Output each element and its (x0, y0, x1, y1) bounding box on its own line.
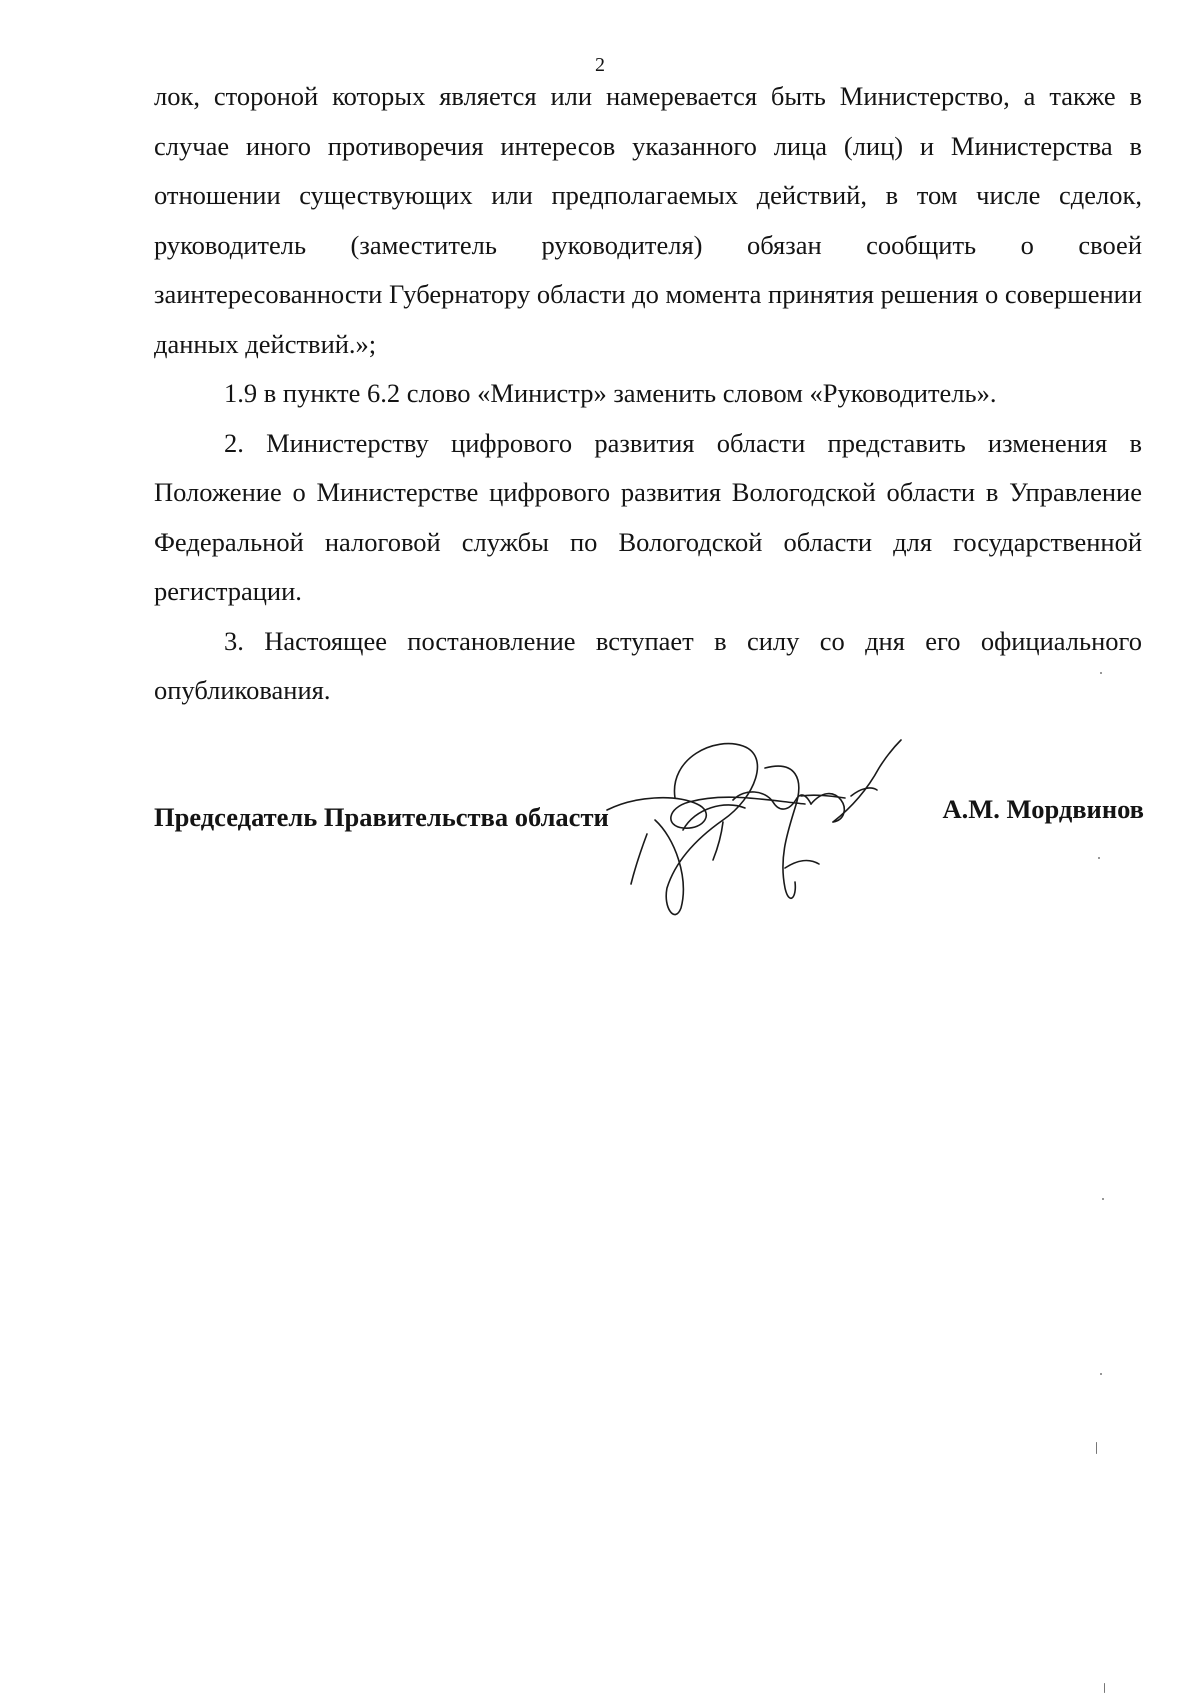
paragraph-item-3: 3. Настоящее постановление вступает в силу со дня его официального опубликования. (154, 625, 1142, 705)
scan-speck (1102, 1198, 1104, 1200)
scan-speck (1100, 1373, 1102, 1375)
signer-name: А.М. Мордвинов (942, 794, 1144, 824)
handwritten-signature (605, 738, 955, 938)
scan-speck (1098, 857, 1100, 859)
signer-title: Председатель Правительства области (154, 802, 609, 832)
scan-speck (1096, 1442, 1097, 1454)
paragraph-item-1-9: 1.9 в пункте 6.2 слово «Министр» заменить словом «Руководитель». (224, 378, 997, 408)
page-number: 2 (595, 54, 605, 76)
paragraph-item-2: 2. Министерству цифрового развития области представить изменения в Положение о Министерстве цифрового развития Вологодской области в Управление Федеральной налоговой службы по Вологодской области для государственной регистрации. (154, 427, 1142, 606)
body-text (154, 72, 1142, 716)
scan-speck (1104, 1683, 1105, 1693)
scan-speck (1100, 672, 1102, 674)
signature-block (154, 794, 1144, 837)
paragraph-continuation: лок, стороной которых является или намеревается быть Министерство, а также в случае иного противоречия интересов указанного лица (лиц) и Министерства в отношении существующих или предполагаемых действий, в том числе сделок, руководитель (заместитель руководителя) обязан сообщить о своей заинтересованности Губернатору области до момента принятия решения о совершении данных действий.»; (154, 81, 1142, 359)
